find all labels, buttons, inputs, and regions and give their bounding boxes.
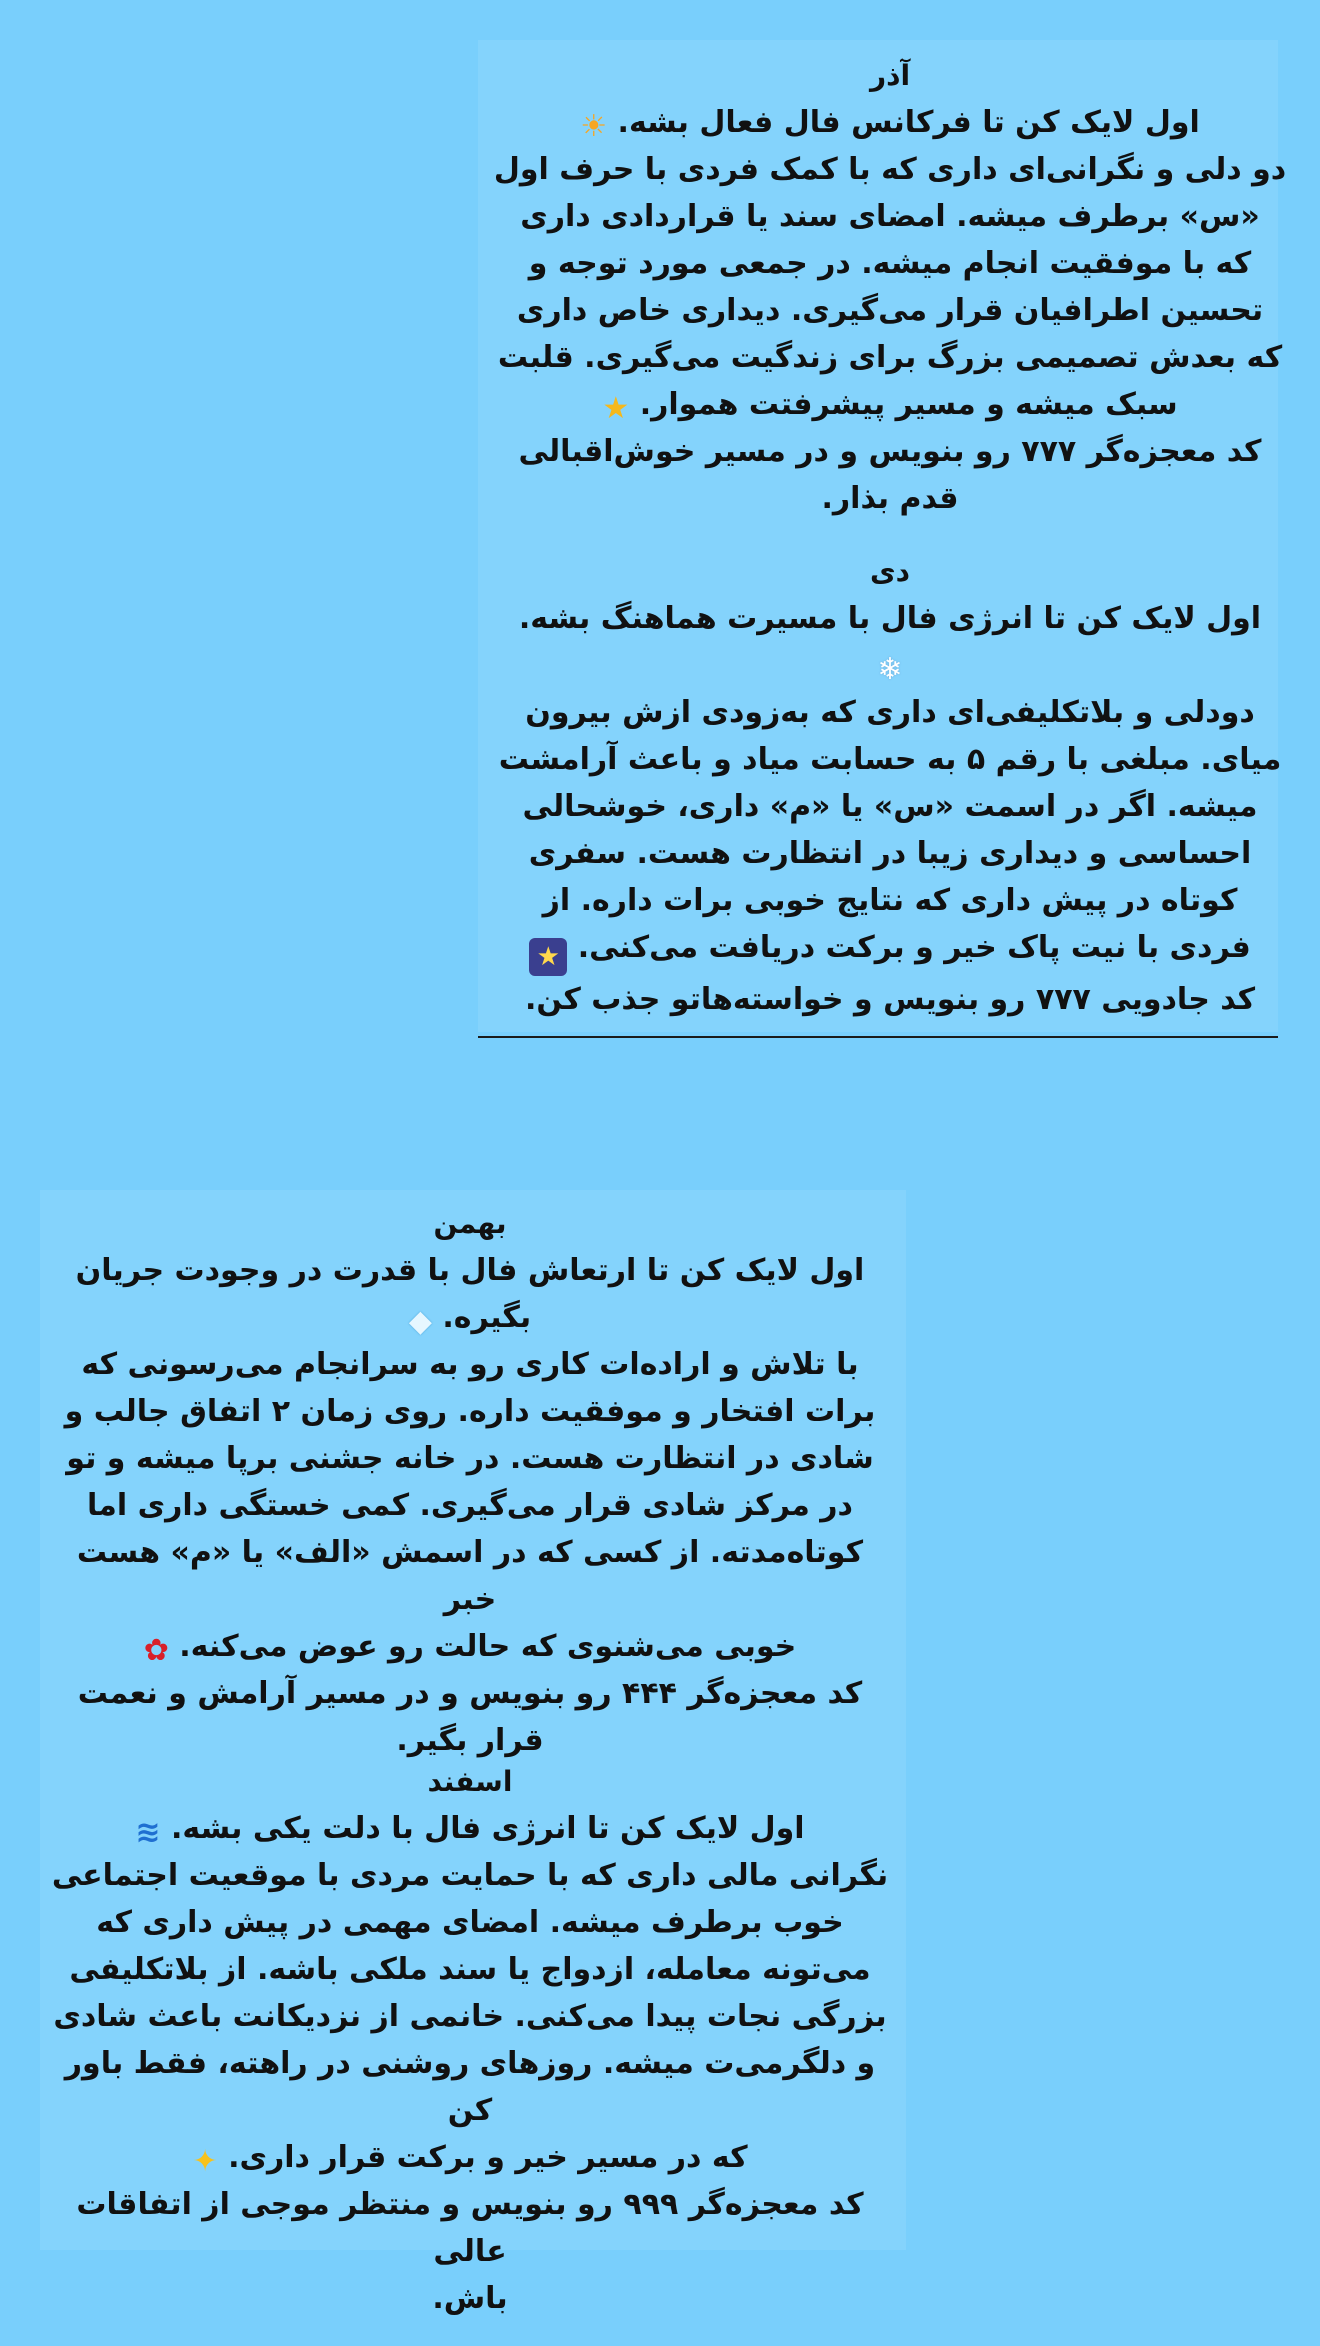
text-line: با تلاش و اراده‌ات کاری رو به سرانجام می‌رسونی که [81, 1347, 859, 1382]
section-esfand [50, 1758, 890, 2322]
divider-line [478, 1036, 1278, 1038]
text-line [50, 1805, 890, 1852]
text-line [490, 99, 1290, 146]
text-line: کوتاه در پیش داری که نتایج خوبی برات داره. از [542, 883, 1238, 918]
text-line: کد معجزه‌گر ۹۹۹ رو بنویس و منتظر موجی از اتفاقات عالی [76, 2187, 864, 2269]
text-line: و دلگرمی‌ت میشه. روزهای روشنی در راهته، فقط باور کن [64, 2046, 876, 2128]
text-line [490, 381, 1290, 428]
text-line: کوتاه‌مدته. از کسی که در اسمش «الف» یا «م» هست خبر [76, 1535, 864, 1617]
text-line: کد معجزه‌گر ۴۴۴ رو بنویس و در مسیر آرامش و نعمت [77, 1676, 863, 1711]
snowflake-icon: ❄ [877, 652, 903, 687]
gem-icon: ◆ [408, 1304, 432, 1339]
line-text: سبک میشه و مسیر پیشرفتت هموار. [639, 387, 1178, 422]
section-title: آذر [869, 59, 911, 92]
text-line: شادی در انتظارت هست. در خانه جشنی برپا میشه و تو [66, 1441, 874, 1476]
text-line [50, 1294, 890, 1341]
text-line: کد جادویی ۷۷۷ رو بنویس و خواسته‌هاتو جذب کن. [524, 982, 1256, 1017]
text-line: قدم بذار. [821, 481, 959, 516]
text-line: برات افتخار و موفقیت داره. روی زمان ۲ اتفاق جالب و [64, 1394, 876, 1429]
text-line: خوب برطرف میشه. امضای مهمی در پیش داری که [96, 1905, 844, 1940]
text-line: اول لایک کن تا انرژی فال با مسیرت هماهنگ بشه. [518, 601, 1262, 636]
text-line: باش. [432, 2281, 508, 2316]
text-line: احساسی و دیداری زیبا در انتظارت هست. سفری [528, 836, 1252, 871]
wave-icon: ≋ [135, 1815, 161, 1850]
shooting-star-icon: ★ [529, 938, 567, 976]
text-line: در مرکز شادی قرار می‌گیری. کمی خستگی داری اما [87, 1488, 853, 1523]
star-icon: ★ [602, 391, 630, 426]
text-line [50, 2134, 890, 2181]
text-line [490, 924, 1290, 976]
text-line: که بعدش تصمیمی بزرگ برای زندگیت می‌گیری. قلبت [497, 340, 1283, 375]
text-line: اول لایک کن تا ارتعاش فال با قدرت در وجودت جریان [75, 1253, 865, 1288]
text-line: می‌تونه معامله، ازدواج یا سند ملکی باشه. از بلاتکلیفی [69, 1952, 871, 1987]
text-line: قرار بگیر. [396, 1723, 544, 1758]
section-title: دی [869, 555, 911, 588]
line-text: که در مسیر خیر و برکت قرار داری. [228, 2140, 748, 2175]
text-line: کد معجزه‌گر ۷۷۷ رو بنویس و در مسیر خوش‌اقبالی [518, 434, 1262, 469]
section-azar [490, 52, 1290, 522]
section-title: اسفند [427, 1765, 513, 1798]
line-text: بگیره. [442, 1300, 532, 1335]
sparkles-icon: ✦ [192, 2144, 218, 2179]
text-line [50, 1623, 890, 1670]
text-line [490, 642, 1290, 689]
text-line: بزرگی نجات پیدا می‌کنی. خانمی از نزدیکانت باعث شادی [53, 1999, 887, 2034]
text-line: دو دلی و نگرانی‌ای داری که با کمک فردی با حرف اول [493, 152, 1287, 187]
line-text: خوبی می‌شنوی که حالت رو عوض می‌کنه. [179, 1629, 797, 1664]
section-bahman [50, 1200, 890, 1764]
text-line: دودلی و بلاتکلیفی‌ای داری که به‌زودی ازش بیرون [525, 695, 1255, 730]
section-dey [490, 548, 1290, 1023]
rose-icon: ✿ [143, 1633, 169, 1668]
line-text: اول لایک کن تا فرکانس فال فعال بشه. [617, 105, 1200, 140]
line-text: اول لایک کن تا انرژی فال با دلت یکی بشه. [171, 1811, 805, 1846]
line-text: فردی با نیت پاک خیر و برکت دریافت می‌کنی. [577, 930, 1251, 965]
sun-icon: ☀ [580, 109, 608, 144]
text-line: میای. مبلغی با رقم ۵ به حسابت میاد و باعث آرامشت [498, 742, 1282, 777]
text-line: نگرانی مالی داری که با حمایت مردی با موقعیت اجتماعی [51, 1858, 889, 1893]
text-line: تحسین اطرافیان قرار می‌گیری. دیداری خاص داری [516, 293, 1264, 328]
section-title: بهمن [433, 1207, 507, 1240]
text-line: میشه. اگر در اسمت «س» یا «م» داری، خوشحالی [522, 789, 1258, 824]
text-line: که با موفقیت انجام میشه. در جمعی مورد توجه و [528, 246, 1252, 281]
text-line: «س» برطرف میشه. امضای سند یا قراردادی داری [520, 199, 1260, 234]
